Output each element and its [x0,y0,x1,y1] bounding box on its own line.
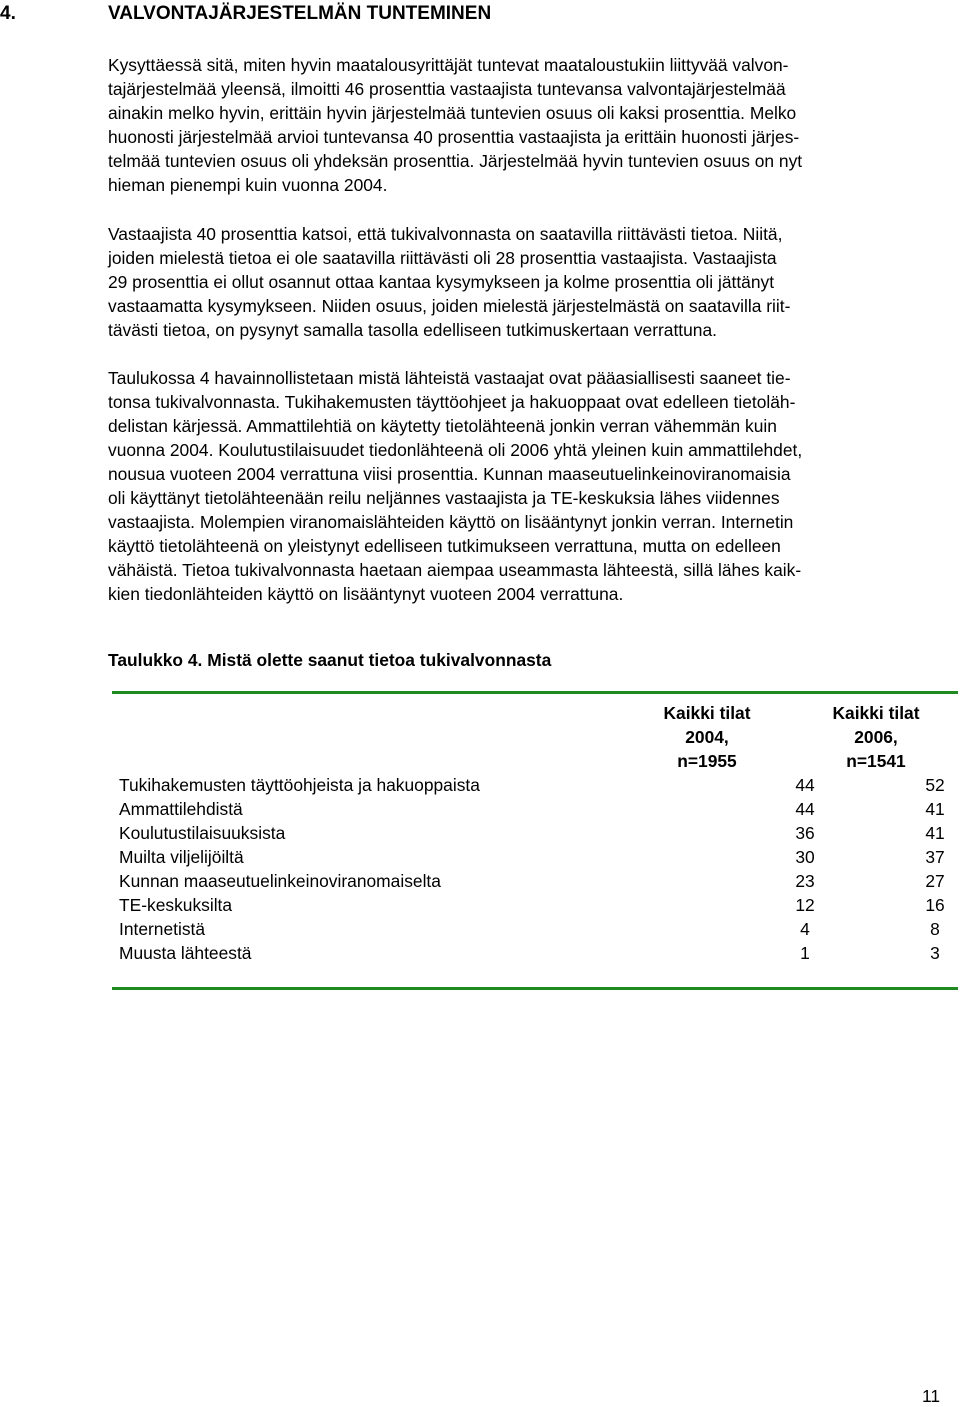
header-line: 2004, [685,727,729,747]
source-label: Koulutustilaisuuksista [119,823,286,843]
value-2004: 4 [800,919,810,939]
page-number: 11 [921,1386,940,1406]
text-line: 29 prosenttia ei ollut osannut ottaa kantaa kysymykseen ja kolme prosenttia oli jättänyt [108,272,775,292]
table-body [119,773,959,965]
text-line: joiden mielestä tietoa ei ole saatavilla riittävästi oli 28 prosenttia vastaajista. Vastaajista [108,248,777,268]
section-title: VALVONTAJÄRJESTELMÄN TUNTEMINEN [108,3,492,24]
text-line: ainakin melko hyvin, erittäin hyvin järjestelmää tuntevien osuus oli kaksi prosenttia. Melko [108,103,797,123]
source-label: Ammattilehdistä [119,799,243,819]
source-label: Muusta lähteestä [119,943,252,963]
header-line: n=1955 [677,751,737,771]
text-line: hieman pienempi kuin vuonna 2004. [108,175,388,195]
source-label: TE-keskuksilta [119,895,233,915]
text-line: käyttö tietolähteenä on yleistynyt edelliseen tutkimukseen verrattuna, mutta on edelleen [108,536,781,556]
table-row [119,869,959,893]
header-line: Kaikki tilat [832,703,920,723]
text-line: Kysyttäessä sitä, miten hyvin maatalousyrittäjät tuntevat maataloustukiin liittyvää valvon- [108,55,789,75]
text-line: tajärjestelmää yleensä, ilmoitti 46 prosenttia vastaajista tuntevansa valvontajärjestelmää [108,79,786,99]
value-2006: 52 [925,775,945,795]
paragraph-3 [108,366,802,606]
table-top-rule [112,691,958,694]
value-2004: 44 [795,799,815,819]
table-row [119,821,959,845]
table-row [119,797,959,821]
text-line: nousua vuoteen 2004 verrattuna viisi prosenttia. Kunnan maaseutuelinkeinoviranomaisia [108,464,791,484]
source-label: Muilta viljelijöiltä [119,847,244,867]
value-2004: 23 [795,871,815,891]
text-line: oli käyttänyt tietolähteenään reilu neljännes vastaajista ja TE-keskuksia lähes viidennes [108,488,780,508]
column-header-2006 [776,701,960,773]
value-2006: 3 [930,943,940,963]
table-row [119,845,959,869]
text-line: tävästi tietoa, on pysynyt samalla tasolla edelliseen tutkimuskertaan verrattuna. [108,320,717,340]
text-line: huonosti järjestelmää arvioi tuntevansa 40 prosenttia vastaajista ja erittäin huonosti järjes- [108,127,800,147]
value-2004: 12 [795,895,815,915]
table-row [119,941,959,965]
value-2006: 41 [925,823,945,843]
value-2004: 30 [795,847,815,867]
table-row [119,917,959,941]
value-2004: 1 [800,943,810,963]
text-line: delistan kärjessä. Ammattilehtiä on käytetty tietolähteenä jonkin verran vähemmän kuin [108,416,777,436]
source-label: Kunnan maaseutuelinkeinoviranomaiselta [119,871,441,891]
source-label: Tukihakemusten täyttöohjeista ja hakuoppaista [119,775,480,795]
value-2006: 16 [925,895,945,915]
text-line: kien tiedonlähteiden käyttö on lisääntynyt vuoteen 2004 verrattuna. [108,584,624,604]
table-row [119,773,959,797]
text-line: telmää tuntevien osuus oli yhdeksän prosenttia. Järjestelmää hyvin tuntevien osuus on nyt [108,151,803,171]
text-line: Vastaajista 40 prosenttia katsoi, että tukivalvonnasta on saatavilla riittävästi tietoa. Niitä, [108,224,783,244]
header-line: n=1541 [846,751,906,771]
text-line: vastaajista. Molempien viranomaislähteiden käyttö on lisääntynyt jonkin verran. Internetin [108,512,794,532]
header-line: 2006, [854,727,898,747]
text-line: vuonna 2004. Koulutustilaisuudet tiedonlähteenä oli 2006 yhtä yleinen kuin ammattilehdet, [108,440,803,460]
table-caption: Taulukko 4. Mistä olette saanut tietoa tukivalvonnasta [108,650,552,670]
text-line: tonsa tukivalvonnasta. Tukihakemusten täyttöohjeet ja hakuoppaat ovat edelleen tietoläh- [108,392,796,412]
value-2006: 8 [930,919,940,939]
table-bottom-rule [112,987,958,990]
table-row [119,893,959,917]
value-2006: 41 [925,799,945,819]
value-2006: 37 [925,847,945,867]
paragraph-1 [108,53,802,197]
value-2004: 36 [795,823,815,843]
value-2004: 44 [795,775,815,795]
paragraph-2 [108,222,790,342]
text-line: vastaamatta kysymykseen. Niiden osuus, joiden mielestä järjestelmästä on saatavilla riit- [108,296,791,316]
section-number: 4. [0,3,16,24]
source-label: Internetistä [119,919,206,939]
text-line: Taulukossa 4 havainnollistetaan mistä lähteistä vastaajat ovat pääasiallisesti saaneet tie- [108,368,791,388]
header-line: Kaikki tilat [663,703,751,723]
text-line: vähäistä. Tietoa tukivalvonnasta haetaan aiempaa useammasta lähteestä, sillä lähes kaik- [108,560,802,580]
value-2006: 27 [925,871,945,891]
